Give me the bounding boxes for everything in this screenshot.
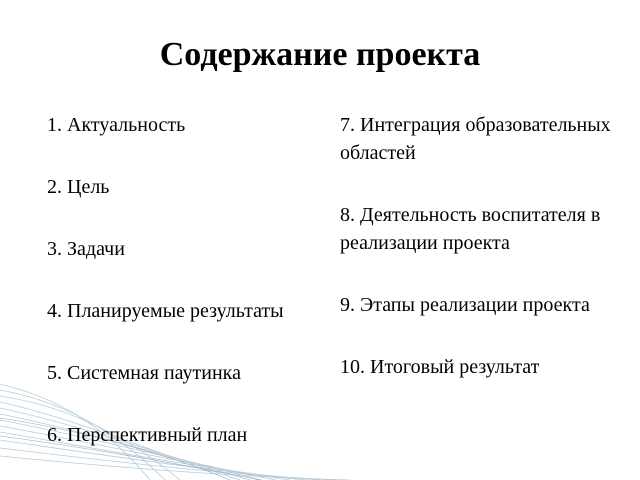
list-item: 9. Этапы реализации проекта [340, 294, 590, 316]
list-item: 7. Интеграция образовательных областей [340, 114, 611, 164]
list-item: 10. Итоговый результат [340, 356, 540, 378]
list-item: 2. Цель [47, 176, 110, 198]
slide-title: Содержание проекта [159, 36, 481, 73]
list-item: 1. Актуальность [47, 114, 186, 136]
list-item: 4. Планируемые результаты [47, 300, 284, 322]
contents-list-left [47, 111, 309, 449]
list-item: 8. Деятельность воспитателя в реализации проекта [340, 204, 601, 254]
list-item: 5. Системная паутинка [47, 362, 241, 384]
contents-list-right [340, 111, 632, 381]
list-item: 3. Задачи [47, 238, 125, 260]
list-item: 6. Перспективный план [47, 424, 248, 446]
